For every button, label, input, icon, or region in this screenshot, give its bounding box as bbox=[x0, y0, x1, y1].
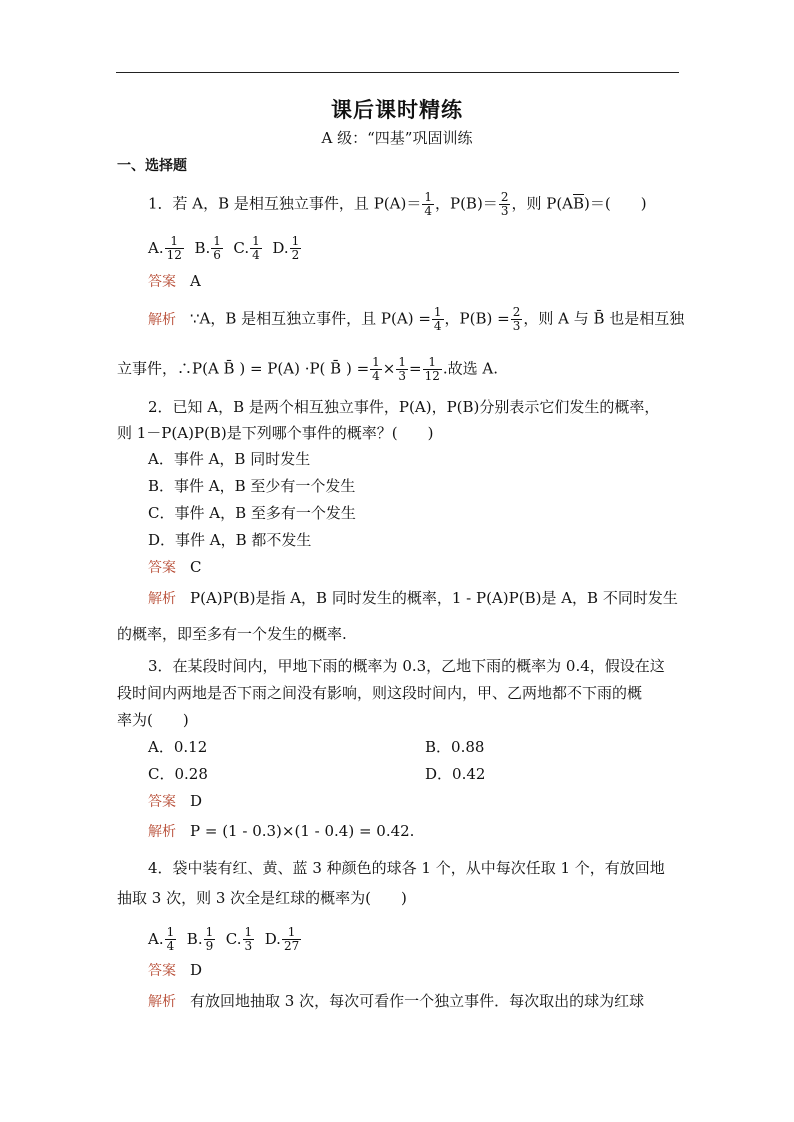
q2-stem-line1: 2．已知 A，B 是两个相互独立事件，P(A)，P(B)分别表示它们发生的概率， bbox=[148, 398, 660, 416]
q4-option-a: A. $\frac{1}{4}$ bbox=[148, 925, 175, 953]
q2-option-b: B．事件 A，B 至少有一个发生 bbox=[148, 477, 356, 495]
q1-option-b: B. $\frac{1}{6}$ bbox=[194, 234, 221, 262]
q4-options bbox=[148, 926, 302, 953]
q1-explanation-line2: 立事件，∴P(A B̄ ) = P(A) ·P( B̄ ) = $\frac{1}{4}$ × $\frac{1}{3}$ = $\frac{1}{12}$ .故选 A. bbox=[117, 355, 499, 383]
explanation-label: 解析 bbox=[148, 994, 176, 1010]
q1-option-a: A. $\frac{1}{12}$ bbox=[148, 234, 182, 262]
answer-label: 答案 bbox=[148, 794, 176, 810]
q3-answer: 答案 D bbox=[148, 792, 203, 810]
page-subtitle: A 级：“四基”巩固训练 bbox=[321, 129, 473, 147]
explanation-label: 解析 bbox=[148, 824, 176, 840]
q1-option-d: D. $\frac{1}{2}$ bbox=[272, 234, 300, 262]
q4-option-c: C. $\frac{1}{3}$ bbox=[225, 925, 253, 953]
q3-stem-line1: 3．在某段时间内，甲地下雨的概率为 0.3，乙地下雨的概率为 0.4，假设在这 bbox=[148, 657, 665, 675]
q4-option-d: D. $\frac{1}{27}$ bbox=[264, 925, 300, 953]
header-rule bbox=[116, 72, 679, 73]
section-heading: 一、选择题 bbox=[117, 158, 187, 174]
explanation-label: 解析 bbox=[148, 591, 176, 607]
q4-option-b: B. $\frac{1}{9}$ bbox=[186, 925, 214, 953]
q1-options bbox=[148, 235, 302, 262]
q1-answer: 答案 A bbox=[148, 272, 201, 290]
explanation-label: 解析 bbox=[148, 311, 176, 328]
answer-label: 答案 bbox=[148, 963, 176, 979]
q1-explanation-line1: 解析 ∵A，B 是相互独立事件，且 P(A) = $\frac{1}{4}$ ，P(B) = $\frac{2}{3}$ ，则 A 与 B̄ 也是相互独 bbox=[148, 305, 685, 333]
answer-label: 答案 bbox=[148, 560, 176, 576]
q3-option-c: C．0.28 bbox=[148, 765, 208, 783]
q3-explanation: 解析 P = (1 - 0.3)×(1 - 0.4) = 0.42. bbox=[148, 822, 415, 840]
q2-stem-line2: 则 1－P(A)P(B)是下列哪个事件的概率？( ) bbox=[117, 424, 434, 442]
q2-option-c: C．事件 A，B 至多有一个发生 bbox=[148, 504, 356, 522]
q3-option-a: A．0.12 bbox=[148, 738, 208, 756]
q4-stem-line2: 抽取 3 次，则 3 次全是红球的概率为( ) bbox=[117, 889, 407, 907]
q1-frac-pb: $\frac{2}{3}$ bbox=[500, 190, 509, 218]
q2-explanation-line2: 的概率，即至多有一个发生的概率. bbox=[117, 625, 347, 643]
answer-label: 答案 bbox=[148, 274, 176, 290]
q2-answer: 答案 C bbox=[148, 558, 202, 576]
q1-frac-pa: $\frac{1}{4}$ bbox=[424, 190, 432, 218]
q1-stem: 1．若 A，B 是相互独立事件，且 P(A)＝ $\frac{1}{4}$ ，P(B)＝ $\frac{2}{3}$ ，则 $P(A\overline{B})=$( ) bbox=[148, 190, 647, 218]
q2-option-a: A．事件 A，B 同时发生 bbox=[148, 450, 311, 468]
q3-stem-line2: 段时间内两地是否下雨之间没有影响，则这段时间内，甲、乙两地都不下雨的概 bbox=[117, 684, 643, 702]
q4-explanation: 解析 有放回地抽取 3 次，每次可看作一个独立事件．每次取出的球为红球 bbox=[148, 992, 645, 1010]
q4-stem-line1: 4．袋中装有红、黄、蓝 3 种颜色的球各 1 个，从中每次任取 1 个，有放回地 bbox=[148, 859, 665, 877]
page-title: 课后课时精练 bbox=[331, 97, 463, 122]
q2-explanation-line1: 解析 P(A)P(B)是指 A，B 同时发生的概率，1 - P(A)P(B)是 A，B 不同时发生 bbox=[148, 589, 678, 607]
q2-option-d: D．事件 A，B 都不发生 bbox=[148, 531, 312, 549]
q4-answer: 答案 D bbox=[148, 961, 203, 979]
q1-option-c: C. $\frac{1}{4}$ bbox=[233, 234, 260, 262]
q3-option-b: B．0.88 bbox=[425, 738, 485, 756]
q3-stem-line3: 率为( ) bbox=[117, 711, 189, 729]
q3-option-d: D．0.42 bbox=[425, 765, 486, 783]
